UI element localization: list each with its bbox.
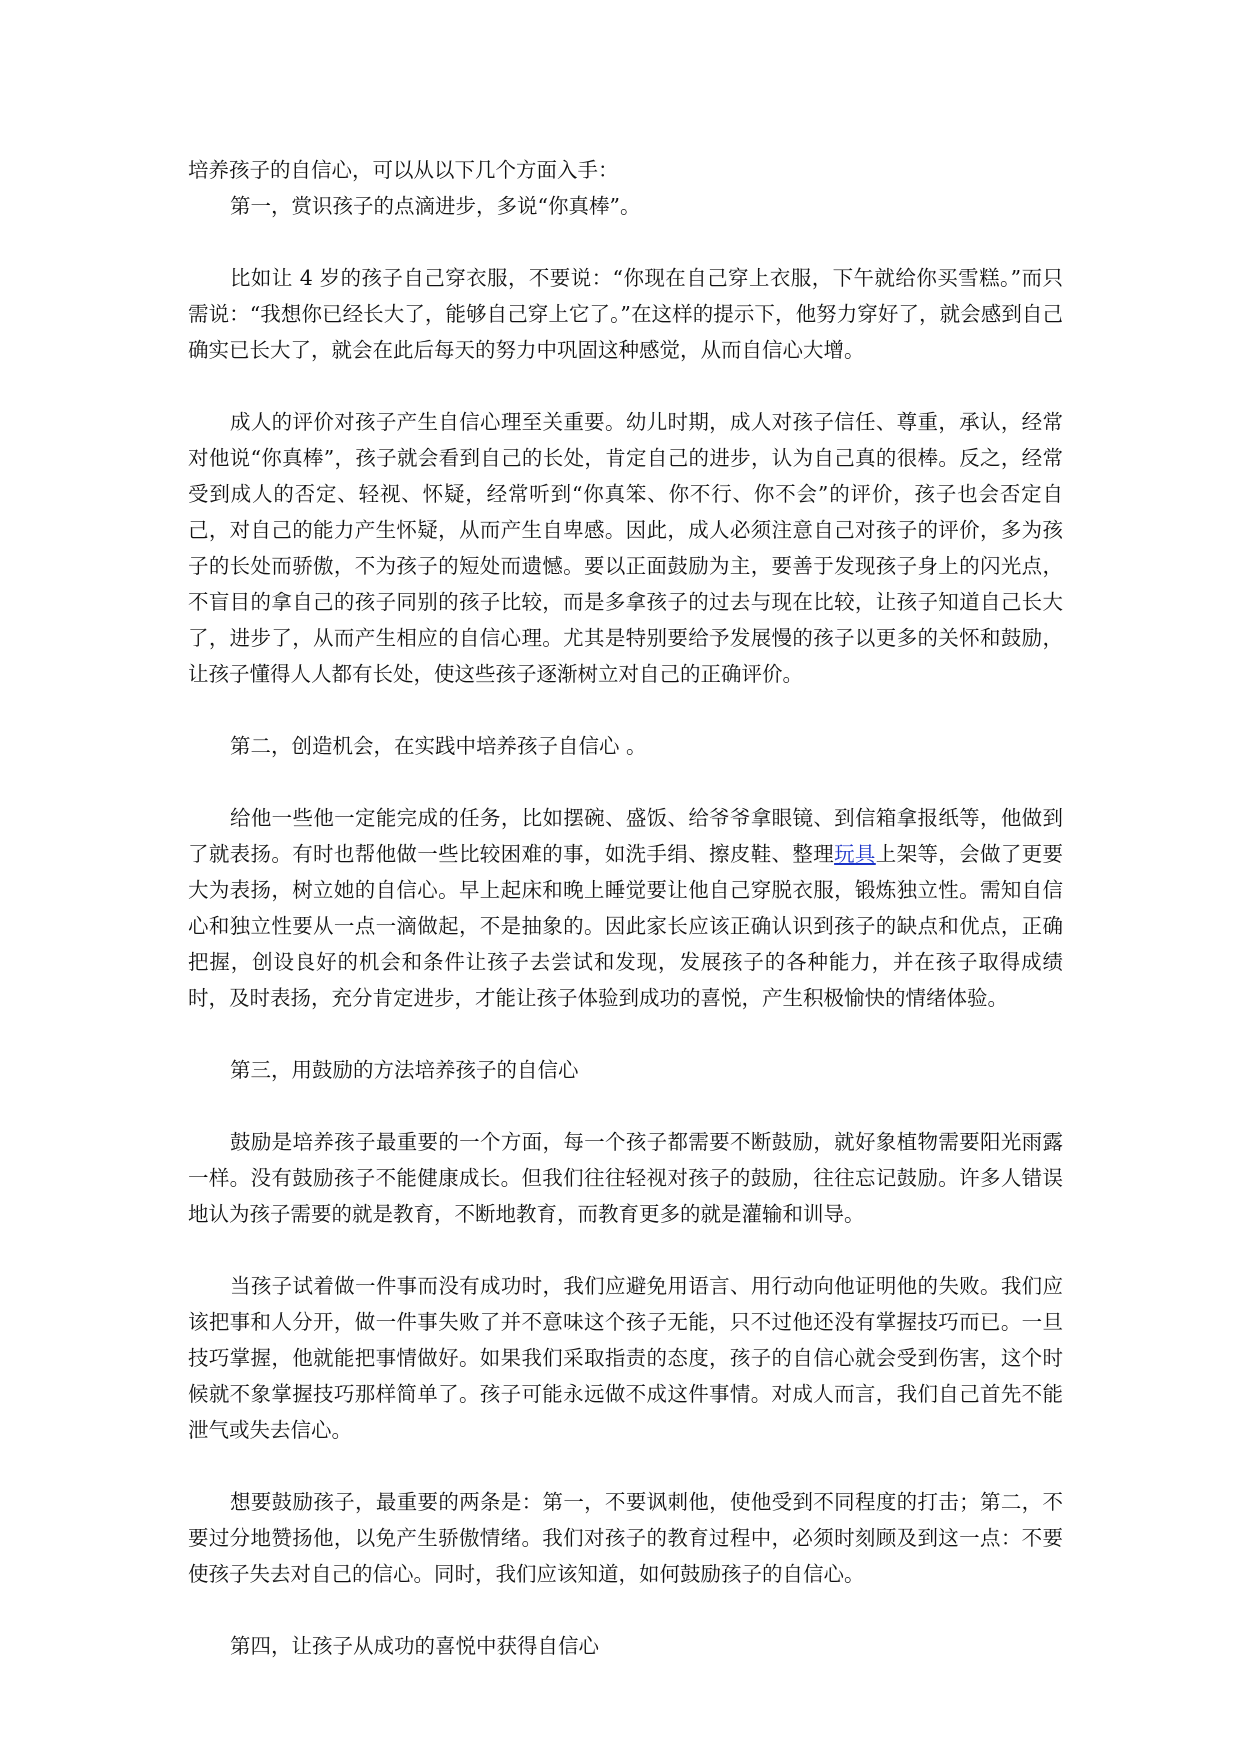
paragraph-5: 当孩子试着做一件事而没有成功时，我们应避免用语言、用行动向他证明他的失败。我们应该把事和人分开，做一件事失败了并不意味这个孩子无能，只不过他还没有掌握技巧而已。一旦技巧掌握，他就能把事情做好。如果我们采取指责的态度，孩子的自信心就会受到伤害，这个时候就不象掌握技巧那样简单了。孩子可能永远做不成这件事情。对成人而言，我们自己首先不能泄气或失去信心。 xyxy=(188,1274,1063,1442)
paragraph-3-text-after: 上架等，会做了更要大为表扬，树立她的自信心。早上起床和晚上睡觉要让他自己穿脱衣服，锻炼独立性。需知自信心和独立性要从一点一滴做起，不是抽象的。因此家长应该正确认识到孩子的缺点和优点，正确把握，创设良好的机会和条件让孩子去尝试和发现，发展孩子的各种能力，并在孩子取得成绩时，及时表扬，充分肯定进步，才能让孩子体验到成功的喜悦，产生积极愉快的情绪体验。 xyxy=(188,842,1064,1010)
section-heading-2: 第二，创造机会，在实践中培养孩子自信心 。 xyxy=(230,734,647,758)
paragraph-6: 想要鼓励孩子，最重要的两条是：第一，不要讽刺他，使他受到不同程度的打击；第二，不要过分地赞扬他，以免产生骄傲情绪。我们对孩子的教育过程中，必须时刻顾及到这一点：不要使孩子失去对自己的信心。同时，我们应该知道，如何鼓励孩子的自信心。 xyxy=(188,1490,1063,1586)
paragraph-3 xyxy=(188,800,1063,1016)
toy-link[interactable]: 玩具 xyxy=(834,842,876,866)
document-body xyxy=(188,152,1063,1664)
section-heading-3: 第三，用鼓励的方法培养孩子的自信心 xyxy=(230,1058,579,1082)
section-heading-1: 第一，赏识孩子的点滴进步，多说“你真棒”。 xyxy=(230,194,641,218)
section-heading-4: 第四，让孩子从成功的喜悦中获得自信心 xyxy=(230,1634,599,1658)
paragraph-4: 鼓励是培养孩子最重要的一个方面，每一个孩子都需要不断鼓励，就好象植物需要阳光雨露一样。没有鼓励孩子不能健康成长。但我们往往轻视对孩子的鼓励，往往忘记鼓励。许多人错误地认为孩子需要的就是教育，不断地教育，而教育更多的就是灌输和训导。 xyxy=(188,1130,1063,1226)
paragraph-3-text-before: 给他一些他一定能完成的任务，比如摆碗、盛饭、给爷爷拿眼镜、到信箱拿报纸等，他做到了就表扬。有时也帮他做一些比较困难的事，如洗手绢、擦皮鞋、整理 xyxy=(188,806,1063,866)
paragraph-1: 比如让 4 岁的孩子自己穿衣服，不要说：“你现在自己穿上衣服，下午就给你买雪糕。”而只需说：“我想你已经长大了，能够自己穿上它了。”在这样的提示下，他努力穿好了，就会感到自己确实已长大了，就会在此后每天的努力中巩固这种感觉，从而自信心大增。 xyxy=(188,266,1063,362)
paragraph-2: 成人的评价对孩子产生自信心理至关重要。幼儿时期，成人对孩子信任、尊重，承认，经常对他说“你真棒”，孩子就会看到自己的长处，肯定自己的进步，认为自己真的很棒。反之，经常受到成人的否定、轻视、怀疑，经常听到“你真笨、你不行、你不会”的评价，孩子也会否定自己，对自己的能力产生怀疑，从而产生自卑感。因此，成人必须注意自己对孩子的评价，多为孩子的长处而骄傲，不为孩子的短处而遗憾。要以正面鼓励为主，要善于发现孩子身上的闪光点，不盲目的拿自己的孩子同别的孩子比较，而是多拿孩子的过去与现在比较，让孩子知道自己长大了，进步了，从而产生相应的自信心理。尤其是特别要给予发展慢的孩子以更多的关怀和鼓励，让孩子懂得人人都有长处，使这些孩子逐渐树立对自己的正确评价。 xyxy=(188,410,1063,686)
intro-line: 培养孩子的自信心，可以从以下几个方面入手： xyxy=(188,158,619,182)
